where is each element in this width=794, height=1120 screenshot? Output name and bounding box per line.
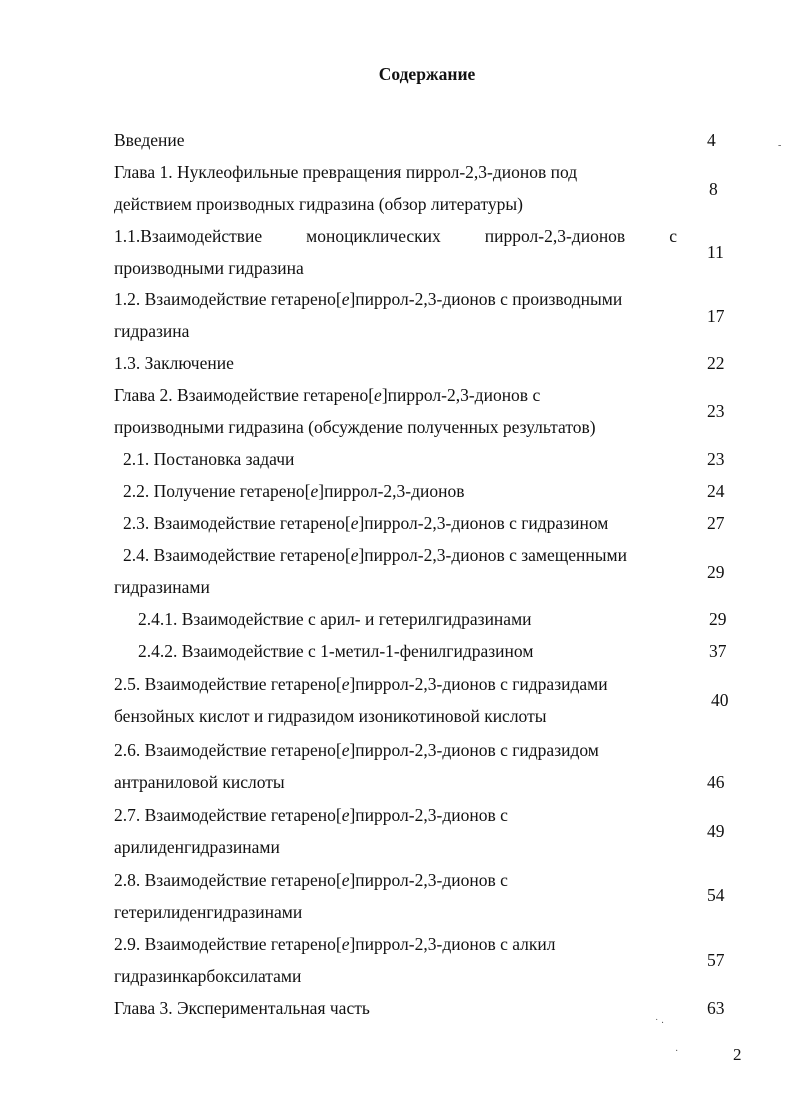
toc-page-intro: 4: [707, 130, 716, 150]
toc-word: моноциклических: [306, 226, 441, 246]
toc-page-s2-5: 40: [711, 690, 729, 710]
toc-word: 1.1.Взаимодействие: [114, 226, 263, 246]
toc-page-s2-3: 27: [707, 513, 725, 533]
toc-entry-ch1-line2: действием производных гидразина (обзор литературы): [114, 194, 523, 214]
toc-page-s2-6: 46: [707, 772, 725, 792]
toc-entry-s1-2-line1: 1.2. Взаимодействие гетарено[e]пиррол-2,3-дионов с производными: [114, 289, 623, 309]
scan-speck: ·: [675, 1046, 679, 1057]
toc-entry-s2-4-1: 2.4.1. Взаимодействие с арил- и гетерилгидразинами: [138, 609, 532, 629]
toc-page-s1-3: 22: [707, 353, 725, 373]
toc-entry-intro: Введение: [114, 130, 185, 150]
toc-entry-ch2-line2: производными гидразина (обсуждение полученных результатов): [114, 417, 596, 437]
toc-entry-ch3: Глава 3. Экспериментальная часть: [114, 998, 370, 1018]
toc-entry-s2-4-2: 2.4.2. Взаимодействие с 1-метил-1-фенилгидразином: [138, 641, 534, 661]
page-number: 2: [733, 1045, 742, 1064]
toc-entry-s2-1: 2.1. Постановка задачи: [123, 449, 295, 469]
toc-entry-s1-1-line2: производными гидразина: [114, 258, 304, 278]
toc-entry-s2-5-line2: бензойных кислот и гидразидом изоникотиновой кислоты: [114, 706, 547, 726]
toc-entry-s2-8-line2: гетерилиденгидразинами: [114, 902, 303, 922]
page-title: Содержание: [378, 64, 476, 84]
toc-page-s2-4-1: 29: [709, 609, 727, 629]
toc-entry-s2-9-line2: гидразинкарбоксилатами: [114, 966, 302, 986]
toc-word: пиррол-2,3-дионов: [484, 226, 626, 246]
toc-page-s2-2: 24: [707, 481, 725, 501]
toc-page-s2-8: 54: [707, 885, 725, 905]
toc-entry-s2-7-line2: арилиденгидразинами: [114, 837, 280, 857]
toc-page-s2-1: 23: [707, 449, 725, 469]
toc-page-s2-4-2: 37: [709, 641, 727, 661]
scan-speck: ˙ ·: [655, 1018, 665, 1029]
toc-page-s1-2: 17: [707, 306, 725, 326]
toc-entry-s2-4-line1: 2.4. Взаимодействие гетарено[e]пиррол-2,3-дионов с замещенными: [123, 545, 627, 565]
toc-page-ch1: 8: [709, 179, 718, 199]
toc-entry-s1-1-line1: [114, 225, 677, 247]
toc-entry-s1-3: 1.3. Заключение: [114, 353, 234, 373]
toc-page-ch2: 23: [707, 401, 725, 421]
toc-page-s2-9: 57: [707, 950, 725, 970]
toc-entry-s2-5-line1: 2.5. Взаимодействие гетарено[e]пиррол-2,3-дионов с гидразидами: [114, 674, 608, 694]
toc-word: с: [669, 226, 677, 246]
toc-entry-ch2-line1: Глава 2. Взаимодействие гетарено[e]пиррол-2,3-дионов с: [114, 385, 541, 405]
scan-speck: -: [778, 140, 782, 151]
toc-entry-s2-6-line2: антраниловой кислоты: [114, 772, 285, 792]
toc-entry-s2-8-line1: 2.8. Взаимодействие гетарено[e]пиррол-2,3-дионов с: [114, 870, 508, 890]
toc-entry-s2-3: 2.3. Взаимодействие гетарено[e]пиррол-2,3-дионов с гидразином: [123, 513, 609, 533]
toc-page-s2-7: 49: [707, 821, 725, 841]
toc-entry-s2-7-line1: 2.7. Взаимодействие гетарено[e]пиррол-2,3-дионов с: [114, 805, 508, 825]
toc-entry-s2-4-line2: гидразинами: [114, 577, 210, 597]
toc-page-s2-4: 29: [707, 562, 725, 582]
toc-entry-ch1-line1: Глава 1. Нуклеофильные превращения пиррол-2,3-дионов под: [114, 162, 578, 182]
toc-entry-s2-9-line1: 2.9. Взаимодействие гетарено[e]пиррол-2,3-дионов с алкил: [114, 934, 556, 954]
toc-entry-s2-6-line1: 2.6. Взаимодействие гетарено[e]пиррол-2,3-дионов с гидразидом: [114, 740, 599, 760]
toc-entry-s1-2-line2: гидразина: [114, 321, 190, 341]
toc-entry-s2-2: 2.2. Получение гетарено[e]пиррол-2,3-дионов: [123, 481, 465, 501]
toc-page-ch3: 63: [707, 998, 725, 1018]
toc-page-s1-1: 11: [707, 242, 724, 262]
